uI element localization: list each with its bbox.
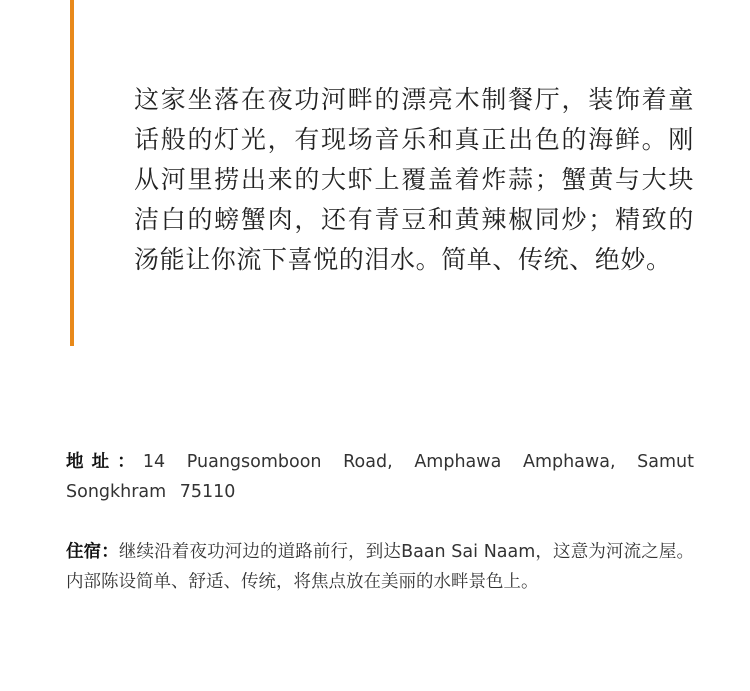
address-paragraph [66, 447, 694, 507]
address-value: 14 Puangsomboon Road, Amphawa Amphawa, Samut Songkhram 75110 [66, 452, 695, 502]
restaurant-description: 这家坐落在夜功河畔的漂亮木制餐厅，装饰着童话般的灯光，有现场音乐和真正出色的海鲜。刚从河里捞出来的大虾上覆盖着炸蒜；蟹黄与大块洁白的螃蟹肉，还有青豆和黄辣椒同炒；精致的汤能让你流下喜悦的泪水。简单、传统、绝妙。 [134, 85, 694, 274]
accommodation-paragraph [66, 537, 694, 597]
quote-accent-bar [70, 0, 74, 346]
address-label: 地址： [66, 452, 143, 472]
accommodation-value: 继续沿着夜功河边的道路前行，到达Baan Sai Naam，这意为河流之屋。内部陈设简单、舒适、传统，将焦点放在美丽的水畔景色上。 [66, 542, 694, 592]
accommodation-label: 住宿： [66, 542, 119, 562]
